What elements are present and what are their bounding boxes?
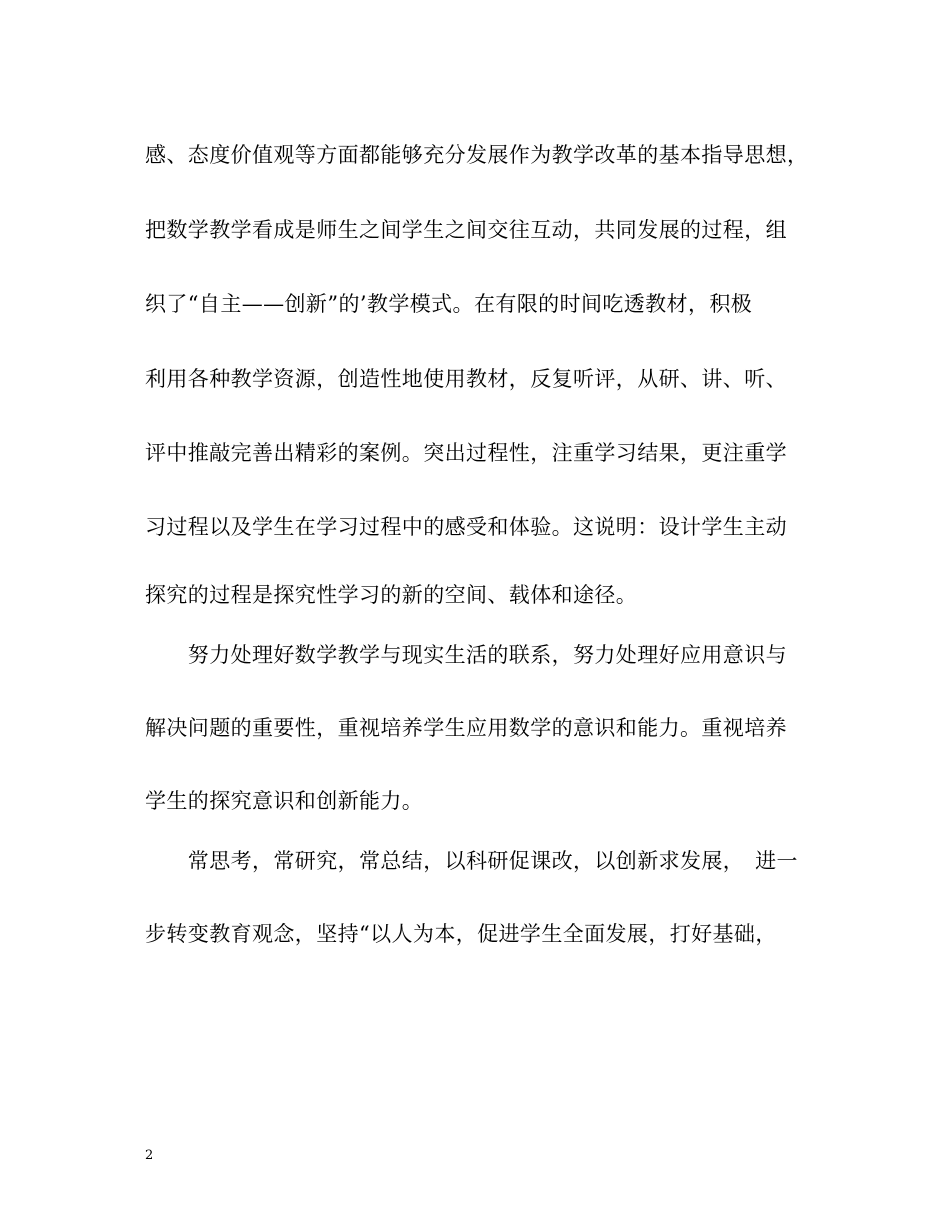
text-line: 探究的过程是探究性学习的新的空间、载体和途径。 bbox=[145, 583, 638, 607]
text-line: 把数学教学看成是师生之间学生之间交往互动，共同发展的过程，组 bbox=[145, 218, 787, 242]
page-number: 2 bbox=[145, 1148, 154, 1163]
text-line: 评中推敲完善出精彩的案例。突出过程性，注重学习结果，更注重学 bbox=[145, 441, 787, 465]
text-line: 织了“自主——创新”的’教学模式。在有限的时间吃透教材，积极 bbox=[145, 292, 753, 316]
text-line: 学生的探究意识和创新能力。 bbox=[145, 789, 424, 813]
text-line: 习过程以及学生在学习过程中的感受和体验。这说明：设计学生主动 bbox=[145, 515, 787, 539]
text-line: 感、态度价值观等方面都能够充分发展作为教学改革的基本指导思想， bbox=[145, 143, 809, 167]
text-line: 努力处理好数学教学与现实生活的联系，努力处理好应用意识与 bbox=[145, 643, 787, 667]
text-line: 利用各种教学资源，创造性地使用教材，反复听评，从研、讲、听、 bbox=[145, 367, 787, 391]
text-line: 步转变教育观念，坚持“以人为本，促进学生全面发展，打好基础， bbox=[145, 922, 777, 946]
text-line: 解决问题的重要性，重视培养学生应用数学的意识和能力。重视培养 bbox=[145, 716, 787, 740]
text-line: 常思考，常研究，常总结，以科研促课改，以创新求发展， 进一 bbox=[145, 849, 798, 873]
